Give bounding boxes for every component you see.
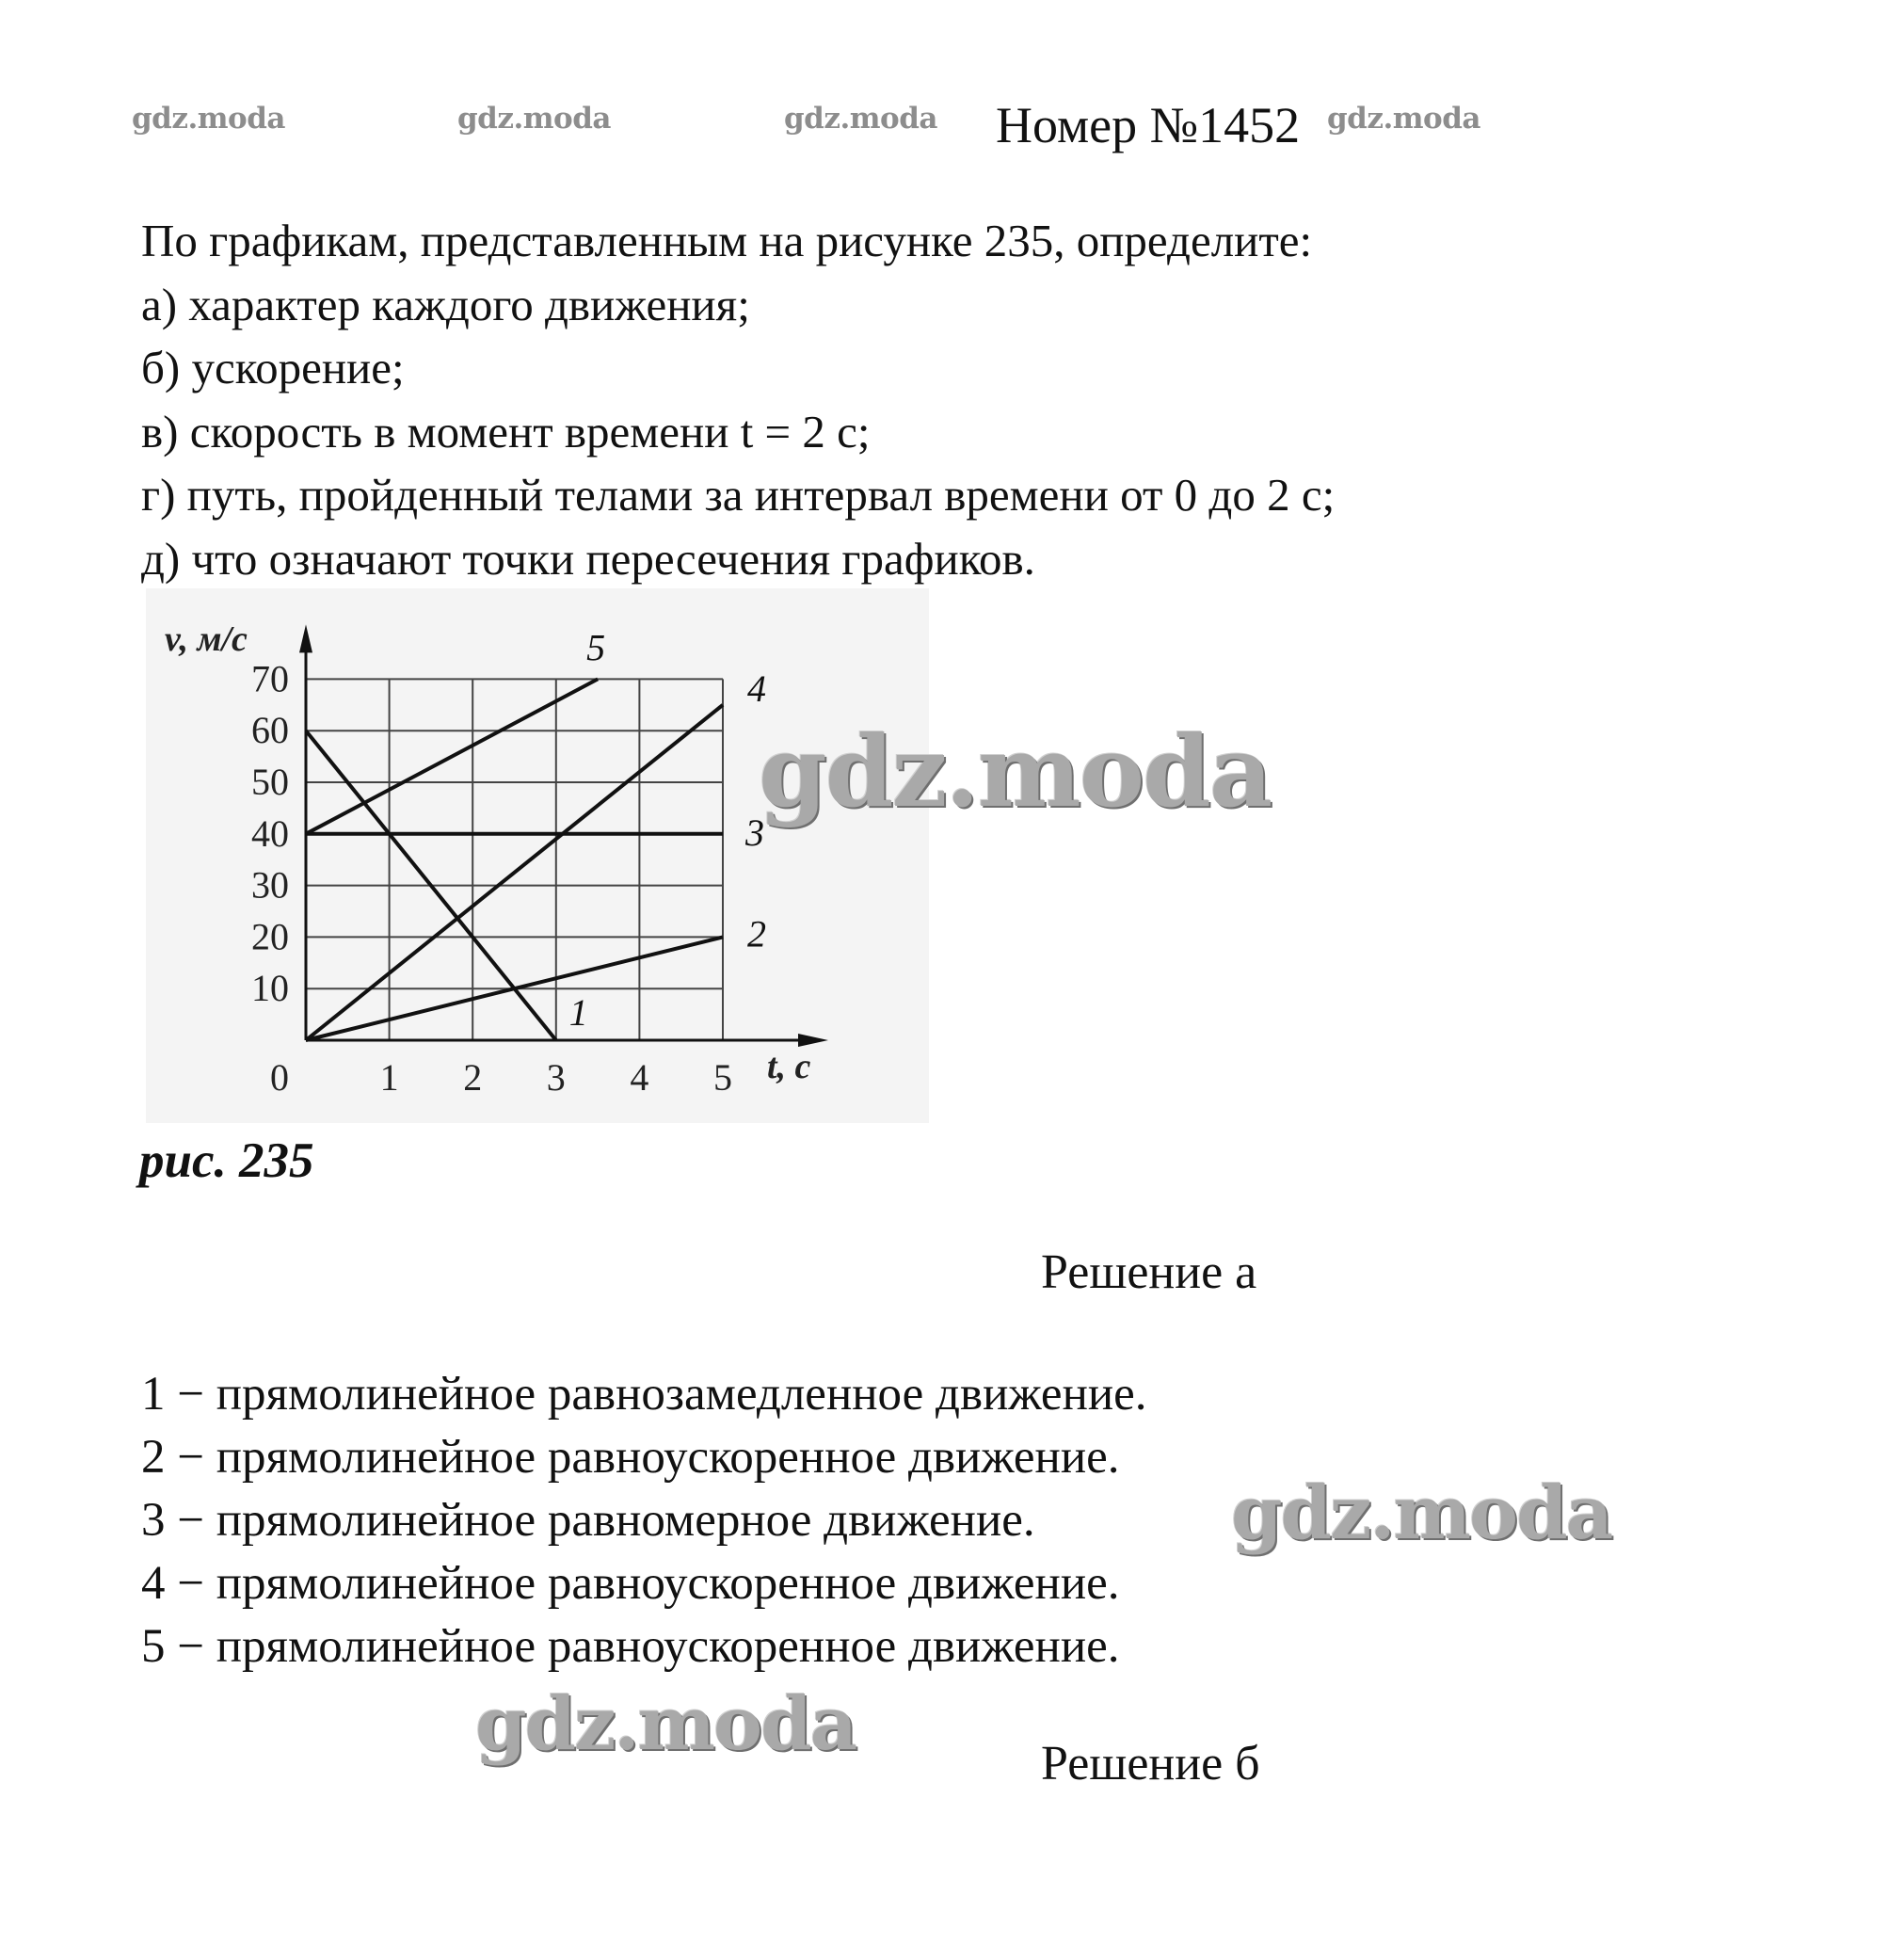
task-item: б) ускорение; [141, 342, 405, 393]
answer-line: 3 − прямолинейное равномерное движение. [141, 1494, 1035, 1547]
x-tick-label: 2 [463, 1056, 483, 1099]
x-tick-label: 3 [546, 1056, 566, 1099]
series-label: 1 [568, 991, 588, 1034]
y-axis-label: v, м/с [165, 619, 248, 659]
series-label: 2 [747, 912, 766, 955]
task-text [141, 209, 1335, 590]
y-tick-label: 40 [251, 811, 289, 855]
answer-line: 1 − прямолинейное равнозамедленное движение. [141, 1368, 1147, 1421]
solution-b-heading: Решение б [1041, 1737, 1260, 1790]
watermark: gdz.moda [1327, 102, 1480, 136]
task-item: а) характер каждого движения; [141, 278, 750, 330]
solution-a-lines [141, 1363, 1147, 1678]
task-item: г) путь, пройденный телами за интервал времени от 0 до 2 с; [141, 469, 1336, 521]
task-item: в) скорость в момент времени t = 2 с; [141, 405, 871, 458]
solution-a-heading: Решение а [1041, 1245, 1257, 1299]
task-intro: По графикам, представленным на рисунке 235, определите: [141, 215, 1313, 266]
page-title: Номер №1452 [996, 97, 1301, 153]
answer-line: 4 − прямолинейное равноускоренное движение. [141, 1557, 1120, 1610]
x-axis-label: t, c [767, 1047, 811, 1086]
velocity-time-chart [146, 588, 929, 1123]
watermark: gdz.moda [759, 714, 1272, 829]
series-label: 3 [745, 811, 764, 854]
x-tick-label: 1 [379, 1056, 399, 1099]
x-tick-label: 5 [713, 1056, 732, 1099]
watermark: gdz.moda [1231, 1470, 1612, 1556]
answer-line: 5 − прямолинейное равноускоренное движение. [141, 1620, 1120, 1673]
x-tick-label: 4 [630, 1056, 649, 1099]
answer-line: 2 − прямолинейное равноускоренное движение. [141, 1431, 1120, 1484]
series-label: 4 [747, 666, 766, 710]
y-tick-label: 60 [251, 709, 289, 752]
x-tick-label: 0 [270, 1056, 289, 1099]
y-tick-label: 20 [251, 915, 289, 958]
watermark: gdz.moda [457, 102, 611, 136]
watermark: gdz.moda [784, 102, 937, 136]
watermark: gdz.moda [475, 1681, 856, 1767]
task-item: д) что означают точки пересечения графиков. [141, 532, 1035, 585]
watermark: gdz.moda [132, 102, 285, 136]
y-tick-label: 50 [251, 761, 289, 803]
y-tick-label: 10 [251, 967, 289, 1010]
y-tick-label: 70 [251, 657, 289, 700]
series-label: 5 [586, 626, 606, 669]
y-tick-label: 30 [251, 863, 289, 907]
figure-caption: рис. 235 [139, 1133, 314, 1188]
